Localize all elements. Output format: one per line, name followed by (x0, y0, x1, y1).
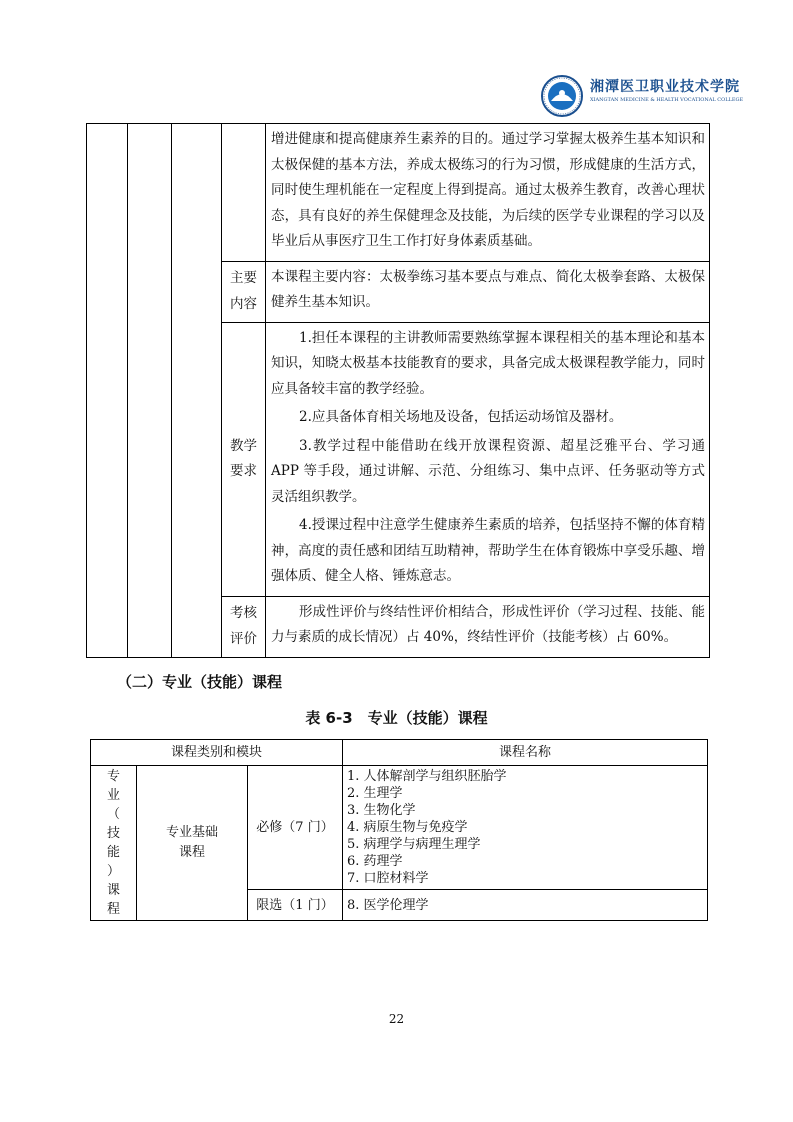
list-item: 8. 医学伦理学 (347, 897, 429, 913)
table-cell-empty (128, 124, 172, 658)
required-label: 必修（7 门） (248, 766, 343, 890)
table-cell-empty (222, 124, 266, 262)
table-row (87, 124, 710, 262)
teaching-requirements (266, 322, 710, 596)
list-item: 6. 药理学 (347, 854, 403, 869)
list-item: 3. 生物化学 (347, 803, 416, 818)
header-category: 课程类别和模块 (91, 740, 343, 766)
list-item: 5. 病理学与病理生理学 (347, 837, 481, 852)
assessment-text: 形成性评价与终结性评价相结合，形成性评价（学习过程、技能、能力与素质的成长情况）占 40%，终结性评价（技能考核）占 60%。 (266, 596, 710, 657)
category-vertical-text: 专 业 （ 技 能 ） 课 程 (106, 769, 120, 917)
table-cell-empty (172, 124, 222, 658)
college-header (590, 78, 750, 104)
page-number: 22 (388, 1012, 405, 1026)
list-item: 2. 生理学 (347, 786, 403, 801)
list-item: 7. 口腔材料学 (347, 871, 429, 886)
assessment-label: 考核 评价 (222, 596, 266, 657)
main-content-label: 主要 内容 (222, 261, 266, 322)
module-cell: 专业基础 课程 (137, 766, 248, 921)
table-row (91, 766, 708, 890)
college-name-cn: 湘潭医卫职业技术学院 (590, 79, 740, 95)
header-course-name: 课程名称 (343, 740, 708, 766)
course-description-table (86, 123, 710, 658)
table-header-row (91, 740, 708, 766)
requirement-item: 1.担任本课程的主讲教师需要熟练掌握本课程相关的基本理论和基本知识，知晓太极基本技能教育的要求，具备完成太极课程教学能力，同时应具备较丰富的教学经验。 (271, 329, 705, 397)
main-content-text: 本课程主要内容：太极拳练习基本要点与难点、简化太极拳套路、太极保健养生基本知识。 (266, 261, 710, 322)
category-cell (91, 766, 137, 921)
college-logo (540, 74, 584, 118)
list-item: 4. 病原生物与免疫学 (347, 820, 468, 835)
section-title: （二）专业（技能）课程 (117, 673, 283, 691)
requirement-item: 4.授课过程中注意学生健康养生素质的培养，包括坚持不懈的体育精神，高度的责任感和团结互助精神，帮助学生在体育锻炼中享受乐趣、增强体质、健全人格、锤炼意志。 (271, 517, 705, 584)
college-name-en: XIANGTAN MEDICINE & HEALTH VOCATIONAL COLLEGE (590, 97, 744, 103)
table-title: 表 6-3 专业（技能）课程 (305, 709, 488, 727)
table-cell-empty (87, 124, 128, 658)
professional-course-table (90, 739, 708, 921)
course-objective-text: 增进健康和提高健康养生素养的目的。通过学习掌握太极养生基本知识和太极保健的基本方法，养成太极练习的行为习惯，形成健康的生活方式，同时使生理机能在一定程度上得到提高。通过太极养生教育，改善心理状态，具有良好的养生保健理念及技能，为后续的医学专业课程的学习以及毕业后从事医疗卫生工作打好身体素质基础。 (266, 124, 710, 262)
limited-course-list (343, 890, 708, 921)
required-course-list (343, 766, 708, 890)
requirement-item: 3.教学过程中能借助在线开放课程资源、超星泛雅平台、学习通 APP 等手段，通过讲解、示范、分组练习、集中点评、任务驱动等方式灵活组织教学。 (271, 437, 705, 505)
list-item: 1. 人体解剖学与组织胚胎学 (347, 769, 507, 784)
teaching-requirements-label: 教学 要求 (222, 322, 266, 596)
limited-label: 限选（1 门） (248, 890, 343, 921)
requirement-item: 2.应具备体育相关场地及设备，包括运动场馆及器材。 (299, 409, 623, 425)
